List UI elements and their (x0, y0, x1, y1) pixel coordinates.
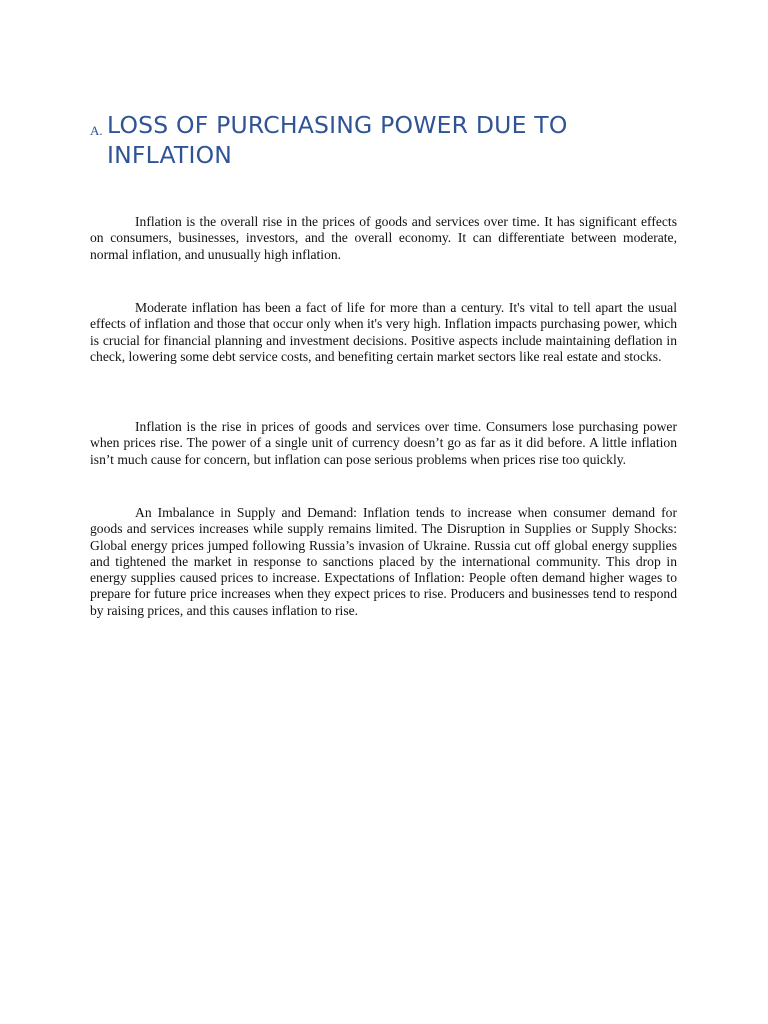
section-marker: A. (90, 123, 103, 138)
paragraph-4: An Imbalance in Supply and Demand: Inflation tends to increase when consumer demand for goods and services increases while supply remains limited. The Disruption in Supplies or Supply Shocks: Global energy prices jumped following Russia’s invasion of Ukraine. Russia cut off global energy supplies and tightened the market in response to sanctions placed by the international community. This drop in energy supplies caused prices to increase. Expectations of Inflation: People often demand higher wages to prepare for future price increases when they expect prices to rise. Producers and businesses tend to respond by raising prices, and this causes inflation to rise. (90, 505, 677, 618)
paragraph-3: Inflation is the rise in prices of goods and services over time. Consumers lose purchasing power when prices rise. The power of a single unit of currency doesn’t go as far as it did before. A little inflation isn’t much cause for concern, but inflation can pose serious problems when prices rise too quickly. (90, 419, 677, 467)
paragraph-1: Inflation is the overall rise in the prices of goods and services over time. It has significant effects on consumers, businesses, investors, and the overall economy. It can differentiate between moderate, normal inflation, and unusually high inflation. (90, 214, 677, 262)
section-heading (90, 110, 650, 170)
section-title: LOSS OF PURCHASING POWER DUE TO INFLATION (107, 111, 568, 169)
paragraph-2: Moderate inflation has been a fact of life for more than a century. It's vital to tell apart the usual effects of inflation and those that occur only when it's very high. Inflation impacts purchasing power, which is crucial for financial planning and investment decisions. Positive aspects include maintaining deflation in check, lowering some debt service costs, and benefiting certain market sectors like real estate and stocks. (90, 300, 677, 364)
